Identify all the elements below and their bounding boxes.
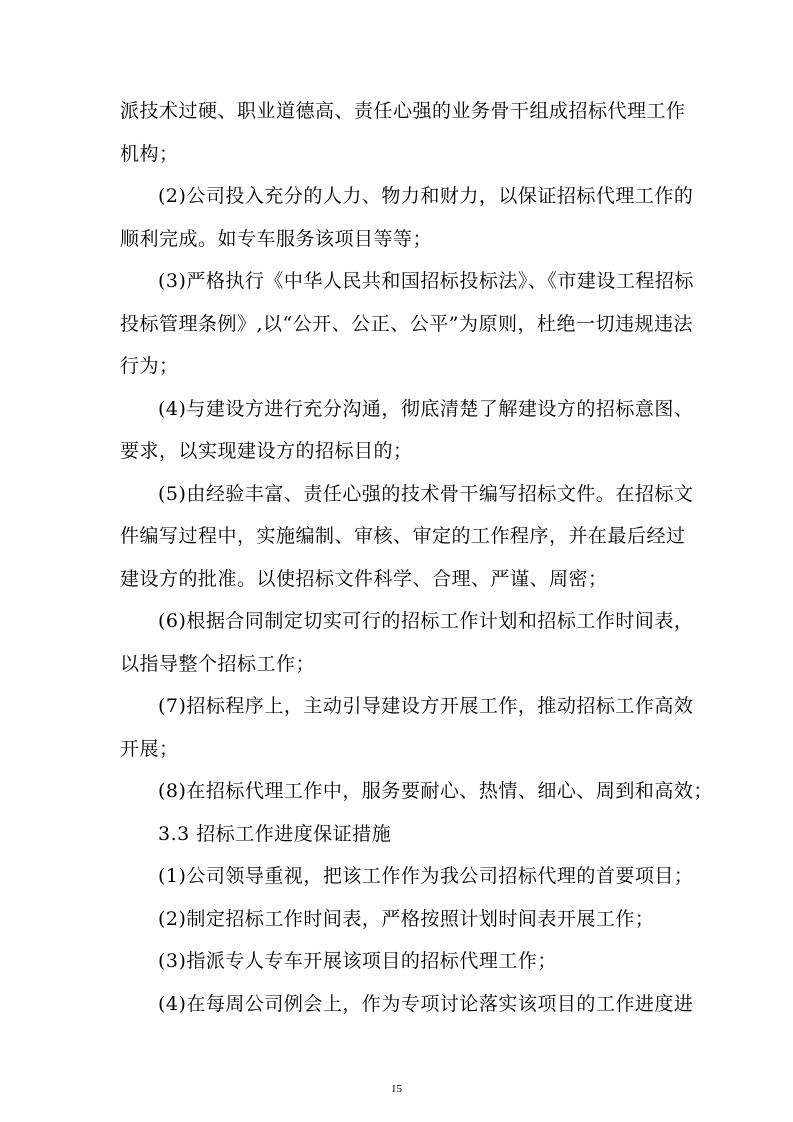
text-line: 机构； [120, 143, 179, 165]
text-line: 开展； [120, 738, 179, 760]
text-line: 顺利完成。如专车服务该项目等等； [120, 228, 433, 250]
text-line: 件编写过程中，实施编制、审核、审定的工作程序，并在最后经过 [120, 525, 686, 547]
text-line: (3)严格执行《中华人民共和国招标投标法》、《市建设工程招标 [158, 270, 694, 292]
text-line: (4)与建设方进行充分沟通，彻底清楚了解建设方的招标意图、 [158, 398, 694, 420]
text-line: 建设方的批准。以使招标文件科学、合理、严谨、周密； [120, 568, 608, 590]
text-line: (2)制定招标工作时间表，严格按照计划时间表开展工作； [158, 908, 655, 930]
text-line: (4)在每周公司例会上，作为专项讨论落实该项目的工作进度进 [158, 993, 694, 1015]
section-heading: 3.3 招标工作进度保证措施 [158, 823, 392, 845]
text-line: 以指导整个招标工作； [120, 653, 316, 675]
text-line: (1)公司领导重视，把该工作作为我公司招标代理的首要项目； [158, 865, 694, 887]
text-line: 投标管理条例》,以“公开、公正、公平”为原则，杜绝一切违规违法 [120, 313, 693, 335]
text-line: (8)在招标代理工作中，服务要耐心、热情、细心、周到和高效； [158, 780, 713, 802]
text-line: (7)招标程序上，主动引导建设方开展工作，推动招标工作高效 [158, 695, 694, 717]
text-line: 派技术过硬、职业道德高、责任心强的业务骨干组成招标代理工作 [120, 100, 686, 122]
text-line: 行为； [120, 355, 179, 377]
page-number: 15 [391, 1083, 402, 1095]
text-line: 要求，以实现建设方的招标目的； [120, 440, 413, 462]
text-line: (6)根据合同制定切实可行的招标工作计划和招标工作时间表， [158, 610, 694, 632]
text-line: (5)由经验丰富、责任心强的技术骨干编写招标文件。在招标文 [158, 483, 694, 505]
text-line: (3)指派专人专车开展该项目的招标代理工作； [158, 950, 557, 972]
text-line: (2)公司投入充分的人力、物力和财力，以保证招标代理工作的 [158, 185, 694, 207]
